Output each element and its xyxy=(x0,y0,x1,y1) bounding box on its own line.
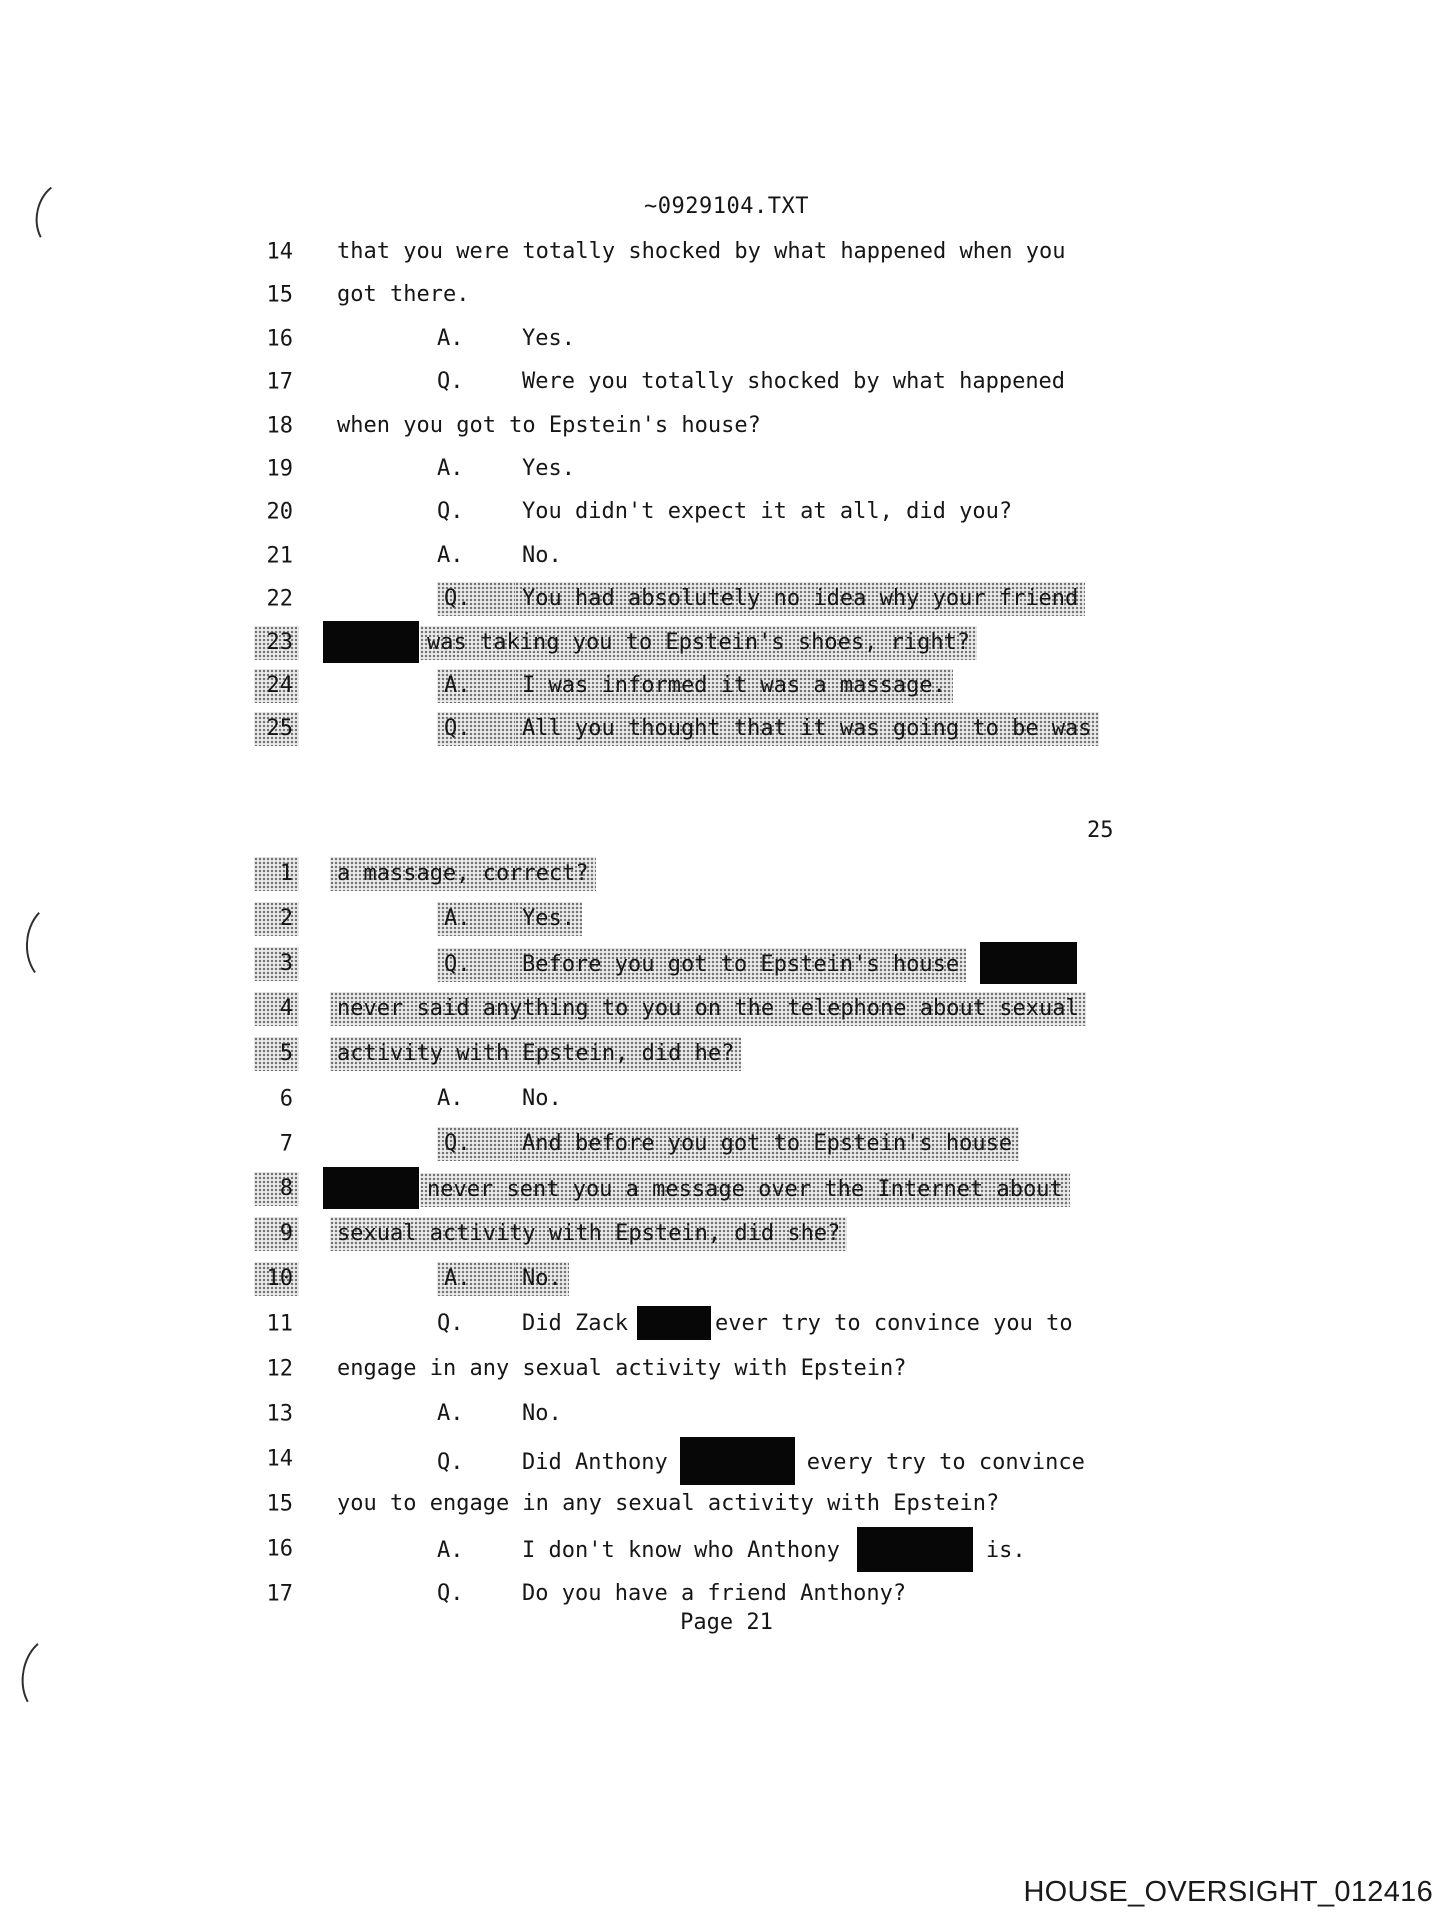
line-number: 15 xyxy=(266,1491,293,1517)
speaker-label: A. xyxy=(437,1262,522,1296)
line-text: I don't know who Anthony xyxy=(522,1538,840,1563)
speaker-label: Q. xyxy=(437,499,464,525)
line-content xyxy=(337,1311,1073,1336)
speaker-label: Q. xyxy=(437,1127,522,1161)
page-header-filename: ~0929104.TXT xyxy=(644,194,809,219)
line-content xyxy=(337,413,761,438)
line-content xyxy=(337,952,1077,977)
speaker-label: Q. xyxy=(437,712,522,746)
line-number: 4 xyxy=(254,992,299,1026)
transcript-line xyxy=(260,577,1085,621)
line-content xyxy=(337,906,582,931)
transcript-line xyxy=(260,1437,1085,1481)
speaker-label: Q. xyxy=(437,369,464,395)
line-number: 24 xyxy=(254,669,299,703)
line-number: 14 xyxy=(266,1446,293,1472)
line-number: 18 xyxy=(266,413,293,439)
transcript-line xyxy=(260,987,1086,1031)
line-content xyxy=(337,239,1065,264)
line-number: 13 xyxy=(266,1401,293,1427)
line-text: I was informed it was a massage. xyxy=(515,669,953,703)
line-text: No. xyxy=(522,542,562,568)
line-text: And before you got to Epstein's house xyxy=(515,1127,1019,1161)
line-content xyxy=(337,1177,1070,1202)
line-text: Did Anthony xyxy=(522,1449,668,1475)
line-number: 20 xyxy=(266,499,293,525)
transcript-line xyxy=(260,1077,562,1121)
line-text: Were you totally shocked by what happened xyxy=(522,369,1066,395)
transcript-line xyxy=(260,852,596,896)
line-number: 23 xyxy=(254,626,299,660)
line-text: never said anything to you on the telephone about sexual xyxy=(330,992,1086,1026)
line-content xyxy=(337,543,562,568)
transcript-line xyxy=(260,404,761,448)
line-number: 14 xyxy=(266,239,293,265)
speaker-label: A. xyxy=(437,669,522,703)
line-content xyxy=(337,1221,847,1246)
line-text: No. xyxy=(522,1401,562,1426)
line-text: No. xyxy=(515,1262,569,1296)
line-text: You didn't expect it at all, did you? xyxy=(522,499,1013,525)
line-text: Before you got to Epstein's house xyxy=(515,948,966,982)
line-text: Did Zack xyxy=(522,1311,628,1336)
redaction-box xyxy=(680,1437,795,1485)
line-number: 19 xyxy=(266,456,293,482)
line-text: when you got to Epstein's house? xyxy=(337,412,761,438)
line-text: sexual activity with Epstein, did she? xyxy=(330,1217,847,1251)
line-number: 9 xyxy=(254,1217,299,1251)
line-content xyxy=(337,1491,999,1516)
line-text: All you thought that it was going to be was xyxy=(515,712,1099,746)
line-number: 3 xyxy=(254,947,299,981)
transcript-line xyxy=(260,230,1065,274)
speaker-label: A. xyxy=(437,542,464,568)
binder-ring-mark xyxy=(23,901,91,987)
speaker-label: Q. xyxy=(437,948,522,982)
redaction-box xyxy=(980,942,1077,984)
line-number: 15 xyxy=(266,282,293,308)
transcript-line xyxy=(260,621,977,665)
transcript-line xyxy=(260,447,575,491)
line-text: you to engage in any sexual activity with Epstein? xyxy=(337,1491,1000,1516)
transcript-line xyxy=(260,1302,1073,1346)
transcript-line xyxy=(260,942,1077,986)
transcript-line xyxy=(260,273,469,317)
line-content xyxy=(337,586,1085,611)
line-number: 1 xyxy=(254,857,299,891)
line-text: is. xyxy=(985,1538,1026,1563)
line-number: 17 xyxy=(266,369,293,395)
line-content xyxy=(337,1538,1026,1563)
line-content xyxy=(337,996,1086,1021)
line-text: activity with Epstein, did he? xyxy=(330,1037,741,1071)
line-number: 7 xyxy=(279,1131,293,1157)
redaction-box xyxy=(857,1527,973,1572)
line-text: You had absolutely no idea why your friend xyxy=(515,582,1085,616)
line-number: 10 xyxy=(254,1262,299,1296)
line-content xyxy=(337,1581,906,1606)
line-text: Yes. xyxy=(522,325,575,351)
line-text: got there. xyxy=(337,282,470,308)
transcript-line xyxy=(260,490,1012,534)
transcript-line xyxy=(260,1167,1070,1211)
line-number: 21 xyxy=(266,543,293,569)
line-text: that you were totally shocked by what happened when you xyxy=(337,239,1066,264)
transcript-line xyxy=(260,664,953,708)
speaker-label: Q. xyxy=(437,1581,464,1606)
line-content xyxy=(337,1401,562,1426)
sheet-page-number: 25 xyxy=(1087,818,1114,843)
speaker-label: A. xyxy=(437,456,464,481)
line-number: 16 xyxy=(266,326,293,352)
line-text: every try to convince xyxy=(806,1449,1085,1475)
transcript-line xyxy=(260,897,582,941)
transcript-line xyxy=(260,1527,1026,1571)
line-content xyxy=(337,499,1012,524)
line-text: Do you have a friend Anthony? xyxy=(522,1581,907,1606)
line-number: 11 xyxy=(266,1311,293,1337)
speaker-label: Q. xyxy=(437,1311,464,1336)
transcript-line xyxy=(260,360,1065,404)
line-number: 16 xyxy=(266,1536,293,1562)
redaction-box xyxy=(323,621,419,663)
transcript-line xyxy=(260,1257,569,1301)
redaction-box xyxy=(637,1306,711,1340)
line-text: ever try to convince you to xyxy=(714,1311,1073,1336)
line-content xyxy=(337,673,953,698)
transcript-line xyxy=(260,317,575,361)
transcript-line xyxy=(260,1212,847,1256)
binder-ring-mark xyxy=(15,1632,86,1721)
speaker-label: Q. xyxy=(437,582,522,616)
page-footer-label: Page 21 xyxy=(680,1610,773,1635)
line-text: engage in any sexual activity with Epstein? xyxy=(337,1356,907,1381)
line-content xyxy=(337,716,1099,741)
line-number: 12 xyxy=(266,1356,293,1382)
line-text: never sent you a message over the Internet about xyxy=(420,1173,1070,1207)
line-number: 17 xyxy=(266,1581,293,1607)
line-content xyxy=(337,1086,562,1111)
speaker-label: Q. xyxy=(437,1449,464,1475)
line-content xyxy=(337,630,977,655)
line-content xyxy=(337,1450,1085,1475)
line-content xyxy=(337,326,575,351)
transcript-line xyxy=(260,1347,907,1391)
transcript-line xyxy=(260,534,562,578)
bates-stamp: HOUSE_OVERSIGHT_012416 xyxy=(1023,1876,1433,1908)
line-content xyxy=(337,1266,569,1291)
transcript-line xyxy=(260,1032,741,1076)
transcript-line xyxy=(260,1392,562,1436)
transcript-line xyxy=(260,1572,906,1616)
line-content xyxy=(337,1131,1019,1156)
transcript-line xyxy=(260,1122,1019,1166)
speaker-label: A. xyxy=(437,1086,464,1111)
line-content xyxy=(337,1041,741,1066)
line-content xyxy=(337,456,575,481)
line-text: Yes. xyxy=(515,902,582,936)
line-number: 2 xyxy=(254,902,299,936)
transcript-line xyxy=(260,1482,999,1526)
line-content xyxy=(337,369,1065,394)
redaction-box xyxy=(323,1167,419,1209)
line-number: 6 xyxy=(279,1086,293,1112)
speaker-label: A. xyxy=(437,902,522,936)
speaker-label: A. xyxy=(437,1538,464,1563)
line-number: 22 xyxy=(266,586,293,612)
line-content xyxy=(337,861,596,886)
line-text: Yes. xyxy=(522,456,575,481)
speaker-label: A. xyxy=(437,1401,464,1426)
speaker-label: A. xyxy=(437,325,464,351)
line-number: 25 xyxy=(254,712,299,746)
line-number: 8 xyxy=(254,1172,299,1206)
line-text: a massage, correct? xyxy=(330,857,596,891)
line-content xyxy=(337,282,469,307)
line-number: 5 xyxy=(254,1037,299,1071)
line-content xyxy=(337,1356,907,1381)
line-text: was taking you to Epstein's shoes, right? xyxy=(420,626,977,660)
line-text: No. xyxy=(522,1086,562,1111)
transcript-line xyxy=(260,707,1099,751)
